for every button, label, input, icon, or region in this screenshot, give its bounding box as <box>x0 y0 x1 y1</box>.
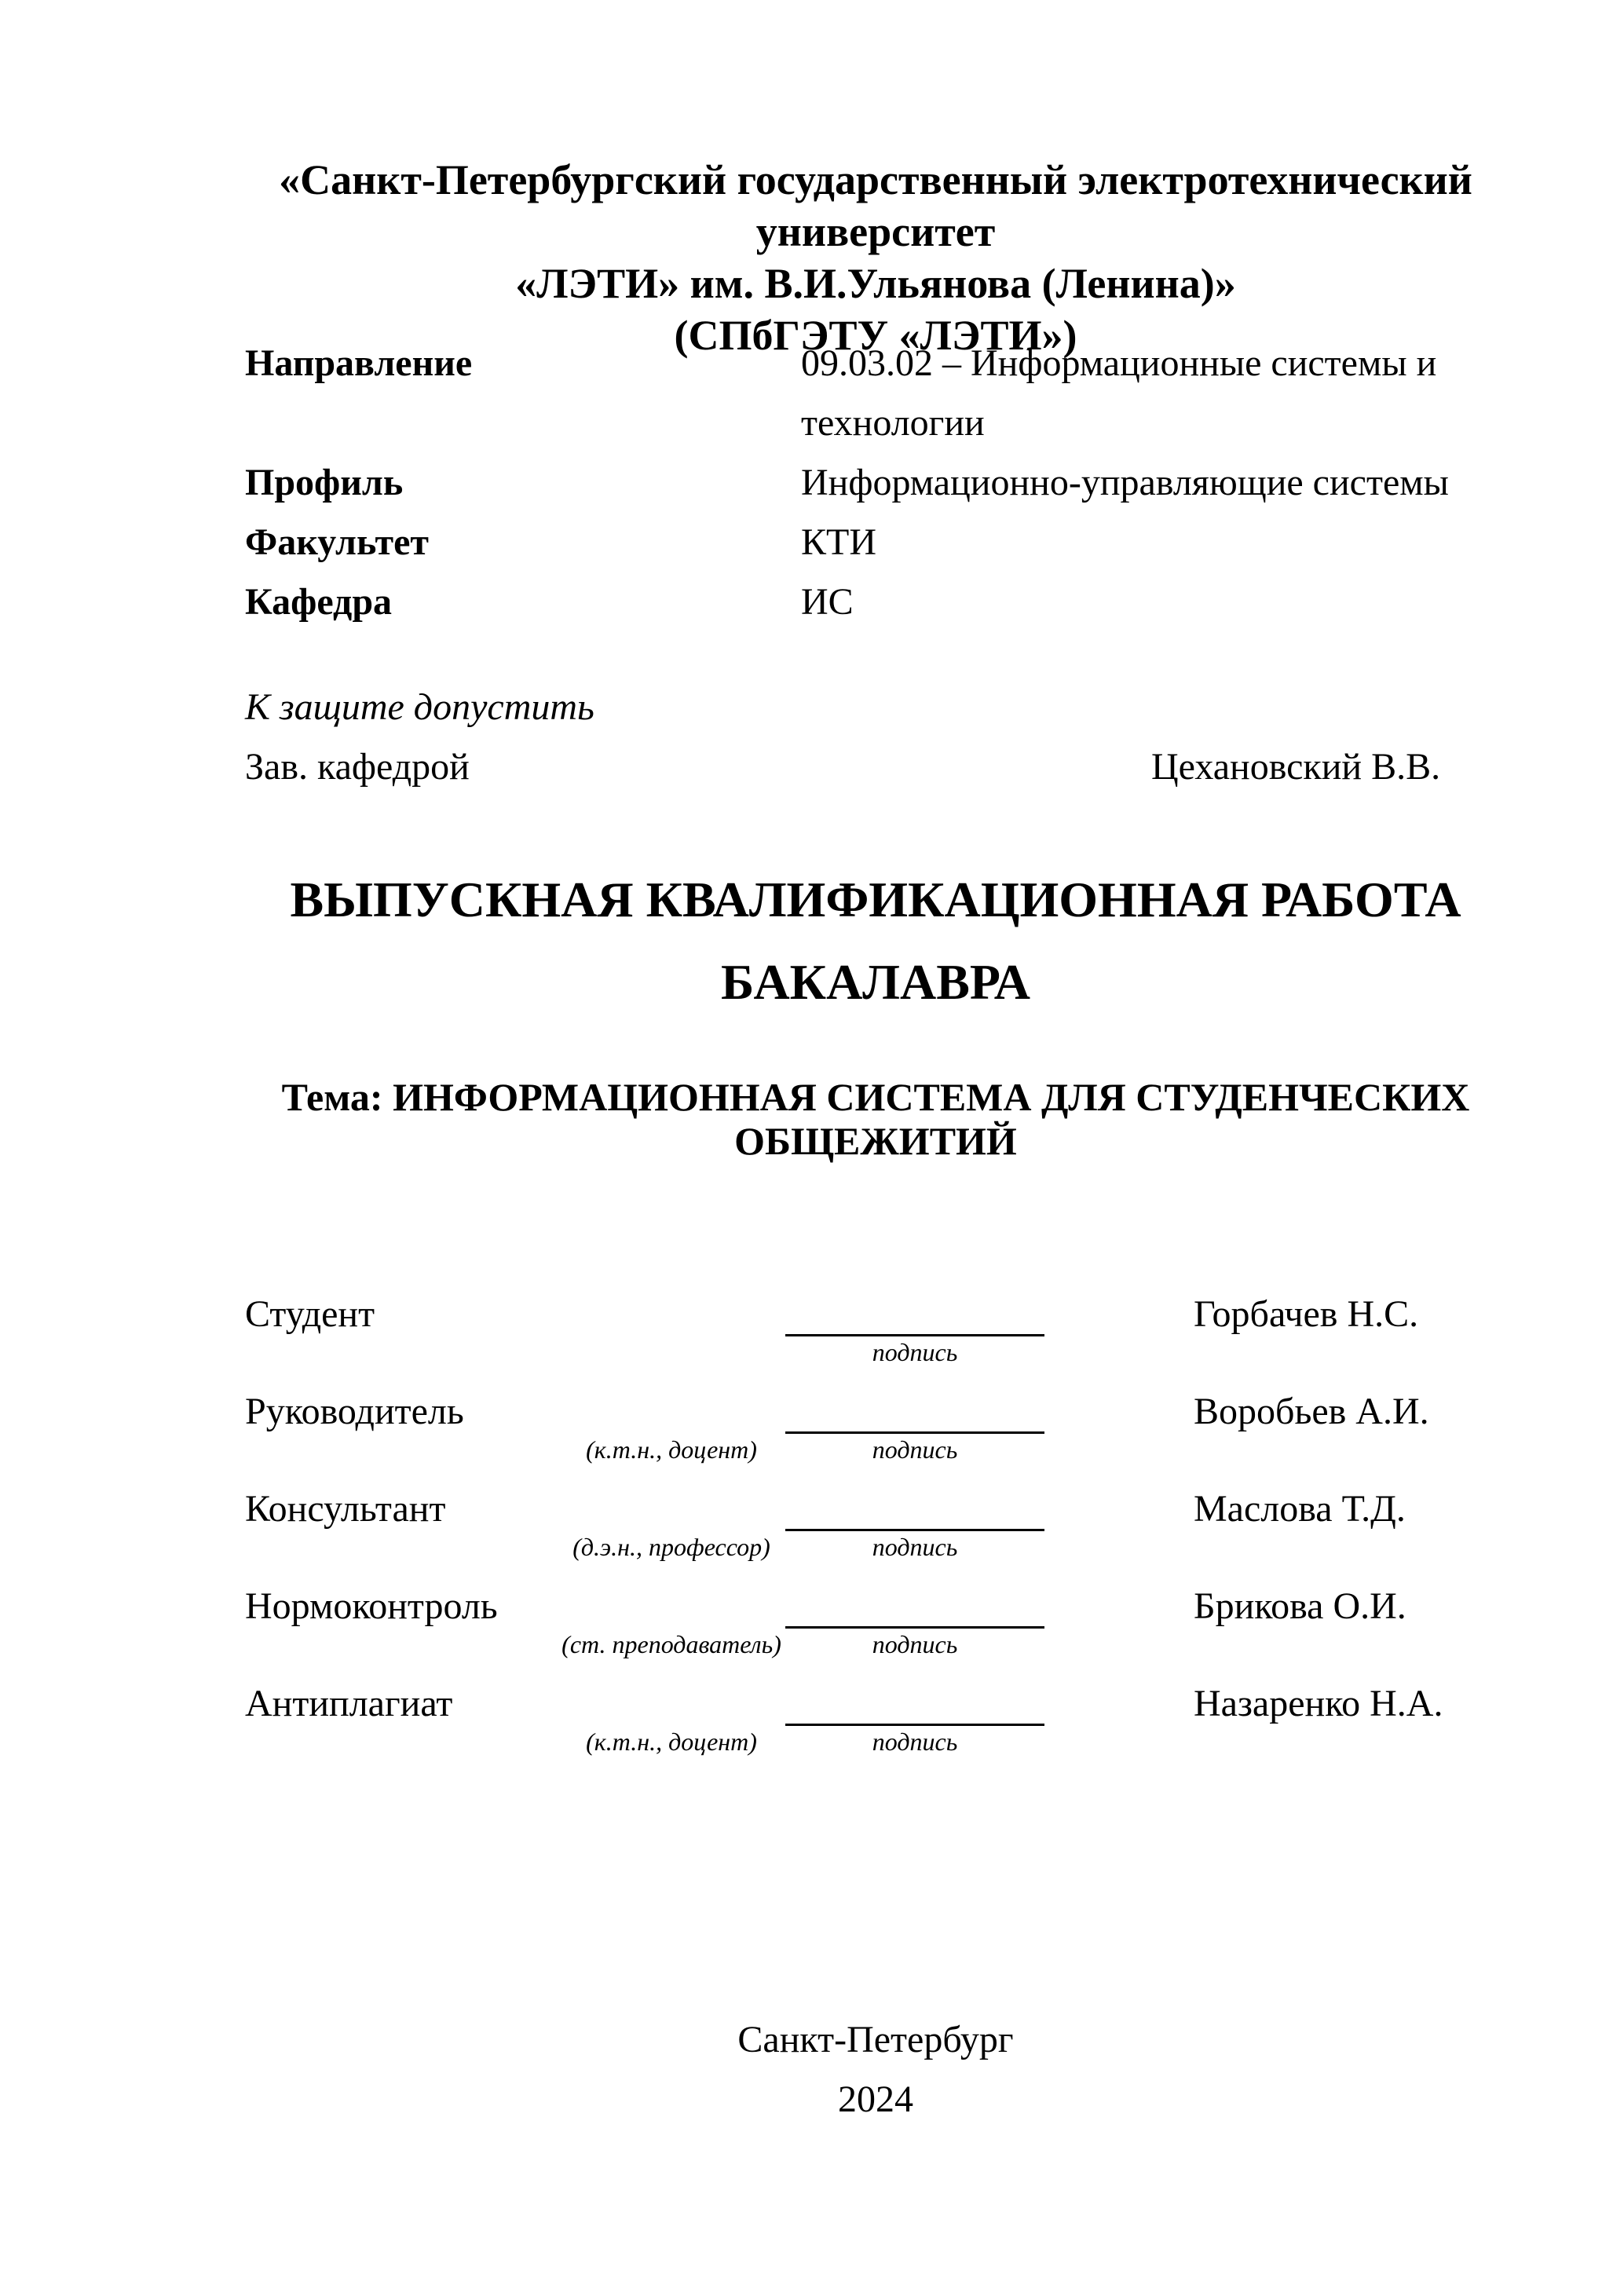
degree-label: (д.э.н., профессор) <box>572 1533 770 1561</box>
thesis-title-line-2: БАКАЛАВРА <box>720 954 1031 1010</box>
signature-row-normcontrol <box>245 1577 1506 1665</box>
faculty-value: КТИ <box>801 521 876 563</box>
direction-value-line-2: технологии <box>801 402 985 444</box>
signatory-name: Назаренко Н.А. <box>1194 1683 1443 1724</box>
signature-caption: подпись <box>872 1435 958 1464</box>
head-of-department-label: Зав. кафедрой <box>245 746 470 788</box>
signature-caption: подпись <box>872 1338 958 1366</box>
university-header <box>245 154 1506 361</box>
profile-value: Информационно-управляющие системы <box>801 462 1449 503</box>
degree-label: (ст. преподаватель) <box>561 1630 781 1658</box>
role-label: Консультант <box>245 1488 446 1530</box>
signature-caption: подпись <box>872 1727 958 1756</box>
role-label: Руководитель <box>245 1391 464 1432</box>
page-content <box>245 0 1506 2296</box>
thesis-title <box>245 858 1506 1023</box>
thesis-topic-line-2: ОБЩЕЖИТИЙ <box>734 1119 1017 1163</box>
signature-line <box>785 1479 1044 1531</box>
head-of-department-name: Цехановский В.В. <box>1151 746 1441 788</box>
signatory-name: Маслова Т.Д. <box>1194 1488 1406 1530</box>
role-label: Студент <box>245 1293 375 1335</box>
signature-line <box>785 1382 1044 1434</box>
signatory-name: Брикова О.И. <box>1194 1585 1406 1627</box>
signature-row-consultant <box>245 1479 1506 1567</box>
degree-label: (к.т.н., доцент) <box>586 1727 757 1756</box>
role-label: Антиплагиат <box>245 1683 453 1724</box>
degree-label: (к.т.н., доцент) <box>586 1435 757 1464</box>
footer <box>245 2010 1506 2130</box>
signature-caption: подпись <box>872 1630 958 1658</box>
signatory-name: Воробьев А.И. <box>1194 1391 1429 1432</box>
thesis-topic <box>245 1075 1506 1163</box>
signature-line <box>785 1577 1044 1629</box>
thesis-topic-line-1: Тема: ИНФОРМАЦИОННАЯ СИСТЕМА ДЛЯ СТУДЕНЧЕСКИХ <box>281 1075 1470 1119</box>
university-header-line-1: «Санкт-Петербургский государственный электротехнический университет <box>279 156 1472 255</box>
faculty-label: Факультет <box>245 521 429 563</box>
footer-year: 2024 <box>838 2078 913 2120</box>
thesis-title-line-1: ВЫПУСКНАЯ КВАЛИФИКАЦИОННАЯ РАБОТА <box>290 872 1461 927</box>
department-value: ИС <box>801 581 854 623</box>
signature-caption: подпись <box>872 1533 958 1561</box>
signature-row-student <box>245 1285 1506 1373</box>
direction-label: Направление <box>245 342 473 384</box>
admission-note: К защите допустить <box>245 686 594 728</box>
department-label: Кафедра <box>245 581 393 623</box>
signature-row-antiplagiarism <box>245 1674 1506 1762</box>
signature-row-supervisor <box>245 1382 1506 1470</box>
signatory-name: Горбачев Н.С. <box>1194 1293 1419 1335</box>
signature-line <box>785 1674 1044 1726</box>
university-header-line-2: «ЛЭТИ» им. В.И.Ульянова (Ленина)» <box>515 260 1236 307</box>
profile-label: Профиль <box>245 462 404 503</box>
role-label: Нормоконтроль <box>245 1585 498 1627</box>
direction-value-line-1: 09.03.02 – Информационные системы и <box>801 342 1437 384</box>
signature-line <box>785 1285 1044 1336</box>
university-header-line-3: (СПбГЭТУ «ЛЭТИ») <box>674 312 1077 359</box>
footer-city: Санкт-Петербург <box>737 2019 1014 2060</box>
